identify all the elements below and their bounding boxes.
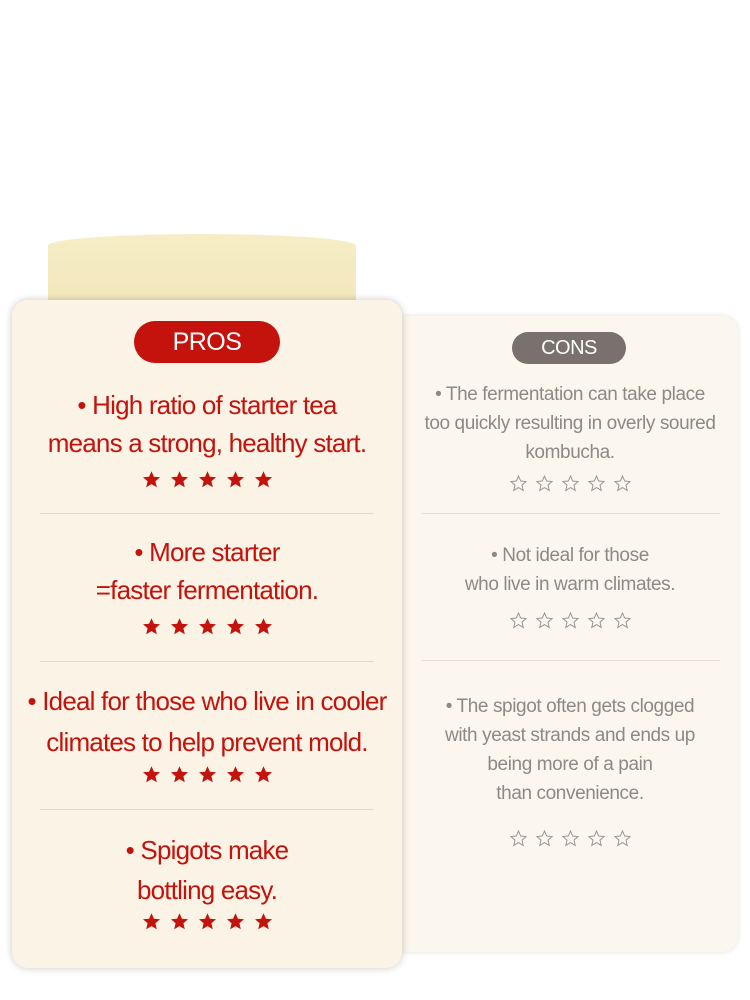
star-filled-icon xyxy=(142,617,161,636)
star-outline-icon xyxy=(614,475,631,492)
star-filled-icon xyxy=(254,617,273,636)
cons-item xyxy=(402,692,738,847)
pros-item xyxy=(12,533,402,636)
star-filled-icon xyxy=(170,617,189,636)
pros-item-text: • High ratio of starter tea means a strong, healthy start. xyxy=(47,390,367,458)
star-rating xyxy=(402,830,738,847)
star-outline-icon xyxy=(614,830,631,847)
star-filled-icon xyxy=(226,470,245,489)
cons-item-text: • The spigot often gets clogged with yeast strands and ends up being more of a pain than convenience. xyxy=(445,696,695,804)
cons-item xyxy=(402,380,738,492)
star-outline-icon xyxy=(588,612,605,629)
star-rating xyxy=(12,617,402,636)
pros-item-text: • Ideal for those who live in cooler climates to help prevent mold. xyxy=(27,686,387,757)
star-filled-icon xyxy=(226,617,245,636)
divider xyxy=(40,661,374,662)
star-outline-icon xyxy=(562,830,579,847)
divider xyxy=(40,809,374,810)
pros-item-text: • Spigots make bottling easy. xyxy=(125,835,289,905)
star-filled-icon xyxy=(198,617,217,636)
star-rating xyxy=(12,470,402,489)
divider xyxy=(422,513,720,514)
star-outline-icon xyxy=(510,830,527,847)
cons-card xyxy=(402,316,738,952)
star-filled-icon xyxy=(226,765,245,784)
star-outline-icon xyxy=(510,612,527,629)
star-filled-icon xyxy=(226,912,245,931)
star-filled-icon xyxy=(142,470,161,489)
star-filled-icon xyxy=(170,470,189,489)
cons-item-text: • The fermentation can take place too quickly resulting in overly soured kombucha. xyxy=(424,384,716,463)
star-filled-icon xyxy=(198,765,217,784)
star-filled-icon xyxy=(254,912,273,931)
star-filled-icon xyxy=(142,765,161,784)
cons-item-text: • Not ideal for those who live in warm climates. xyxy=(464,545,676,595)
star-filled-icon xyxy=(170,765,189,784)
star-filled-icon xyxy=(198,470,217,489)
pros-item xyxy=(12,830,402,931)
star-rating xyxy=(402,612,738,629)
star-rating xyxy=(12,912,402,931)
star-outline-icon xyxy=(588,475,605,492)
star-outline-icon xyxy=(588,830,605,847)
cons-item xyxy=(402,541,738,629)
star-filled-icon xyxy=(254,470,273,489)
cons-label: CONS xyxy=(512,332,626,364)
divider xyxy=(40,513,374,514)
star-outline-icon xyxy=(614,612,631,629)
star-outline-icon xyxy=(536,830,553,847)
star-filled-icon xyxy=(198,912,217,931)
pros-card xyxy=(12,300,402,968)
pros-item xyxy=(12,386,402,489)
pros-item-text: • More starter =faster fermentation. xyxy=(95,537,319,605)
star-outline-icon xyxy=(562,612,579,629)
pros-item xyxy=(12,681,402,784)
star-outline-icon xyxy=(536,612,553,629)
star-rating xyxy=(12,765,402,784)
star-outline-icon xyxy=(562,475,579,492)
star-rating xyxy=(402,475,738,492)
star-filled-icon xyxy=(142,912,161,931)
star-outline-icon xyxy=(510,475,527,492)
star-filled-icon xyxy=(254,765,273,784)
star-outline-icon xyxy=(536,475,553,492)
divider xyxy=(422,660,720,661)
star-filled-icon xyxy=(170,912,189,931)
pros-label: PROS xyxy=(134,321,280,363)
